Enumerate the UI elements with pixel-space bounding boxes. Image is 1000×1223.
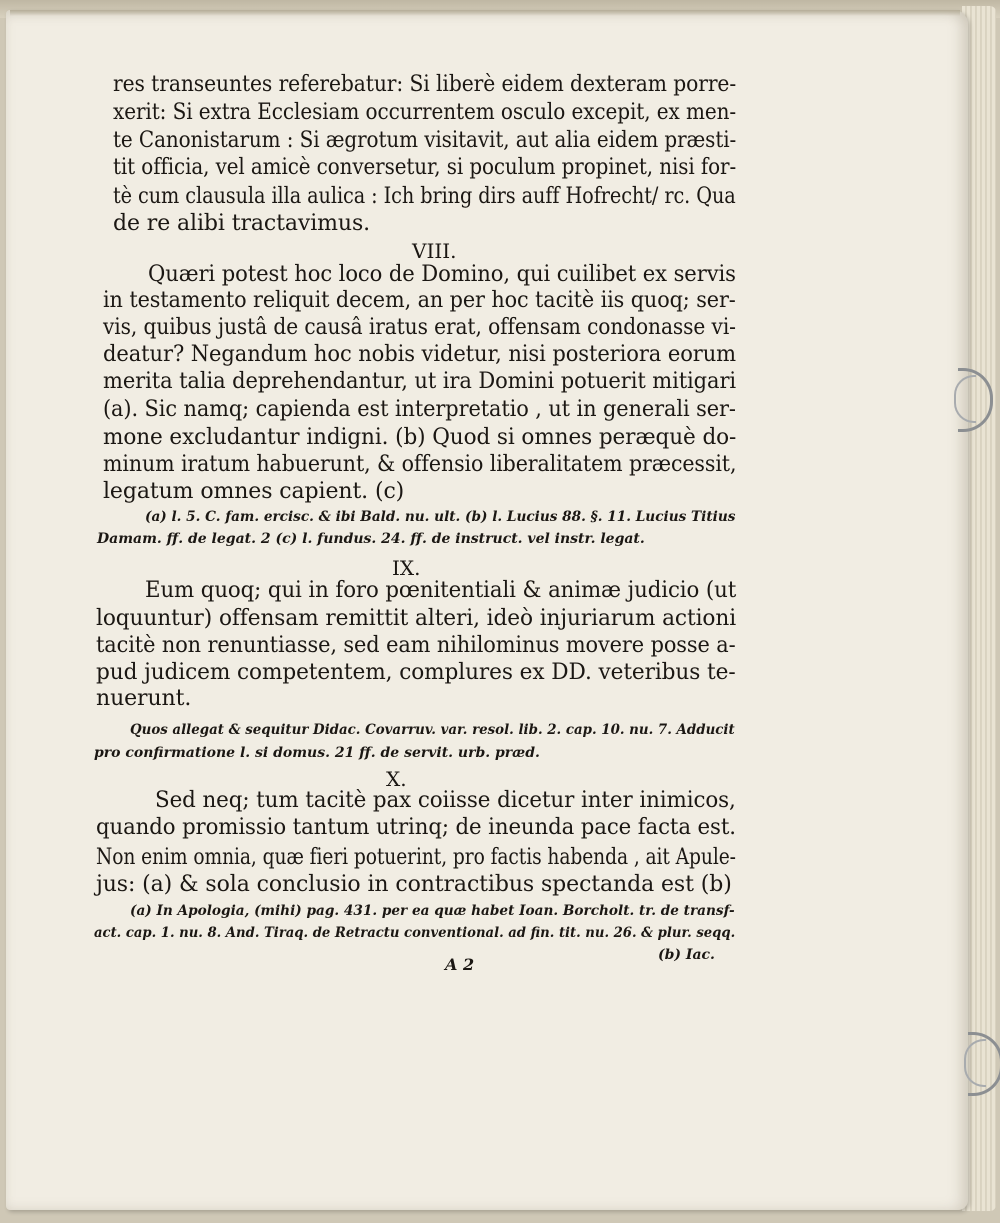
catchword: (b) Iac. [658, 947, 715, 963]
text-line: vis, quibus justâ de causâ iratus erat, offensam condonasse vi- [103, 315, 736, 340]
text-line: quando promissio tantum utrinq; de ineunda pace facta est. [96, 815, 736, 840]
text-line: loquuntur) offensam remittit alteri, ideò injuriarum actioni [96, 606, 737, 631]
signature-mark: A 2 [445, 955, 475, 974]
text-line: Sed neq; tum tacitè pax coiisse dicetur inter inimicos, [155, 788, 736, 813]
text-line: minum iratum habuerunt, & offensio liberalitatem præcessit, [103, 452, 737, 477]
footnote-line: pro confirmatione l. si domus. 21 ff. de servit. urb. præd. [94, 745, 540, 761]
footnote-line: (a) In Apologia, (mihi) pag. 431. per ea quæ habet Ioan. Borcholt. tr. de transf- [130, 903, 735, 919]
footnote-line: act. cap. 1. nu. 8. And. Tiraq. de Retractu conventional. ad fin. tit. nu. 26. & plur. seqq. [94, 925, 736, 941]
text-line: (a). Sic namq; capienda est interpretatio , ut in generali ser- [103, 397, 736, 422]
text-line: merita talia deprehendantur, ut ira Domini potuerit mitigari [103, 369, 737, 394]
text-line: pud judicem competentem, complures ex DD. veteribus te- [96, 660, 736, 685]
section-heading: X. [386, 767, 407, 791]
text-line: Eum quoq; qui in foro pœnitentiali & animæ judicio (ut [145, 578, 737, 603]
text-line: in testamento reliquit decem, an per hoc tacitè iis quoq; ser- [103, 288, 736, 313]
text-line: mone excludantur indigni. (b) Quod si omnes peræquè do- [103, 425, 737, 450]
text-line: legatum omnes capient. (c) [103, 479, 405, 504]
text-line: te Canonistarum : Si ægrotum visitavit, aut alia eidem præsti- [113, 128, 737, 153]
footnote-line: Damam. ff. de legat. 2 (c) l. fundus. 24. ff. de instruct. vel instr. legat. [97, 531, 645, 547]
text-line: Quæri potest hoc loco de Domino, qui cuilibet ex servis [148, 262, 736, 287]
section-heading: VIII. [412, 239, 457, 263]
text-line: Non enim omnia, quæ fieri potuerint, pro factis habenda , ait Apule- [96, 845, 736, 870]
text-line: tacitè non renuntiasse, sed eam nihilominus movere posse a- [96, 633, 736, 658]
text-line: de re alibi tractavimus. [113, 211, 371, 236]
text-line: jus: (a) & sola conclusio in contractibus spectanda est (b) [96, 872, 732, 897]
text-line: tè cum clausula illa aulica : Ich bring dirs auff Hofrecht/ rc. Qua [113, 184, 736, 209]
section-heading: IX. [392, 556, 421, 580]
text-line: xerit: Si extra Ecclesiam occurrentem osculo excepit, ex men- [113, 100, 737, 125]
text-line: res transeuntes referebatur: Si liberè eidem dexteram porre- [113, 72, 737, 97]
text-line: nuerunt. [96, 686, 192, 711]
text-line: deatur? Negandum hoc nobis videtur, nisi posteriora eorum [103, 342, 737, 367]
footnote-line: Quos allegat & sequitur Didac. Covarruv. var. resol. lib. 2. cap. 10. nu. 7. Adducit [130, 722, 735, 738]
page-top-shadow [10, 10, 960, 16]
text-line: tit officia, vel amicè conversetur, si poculum propinet, nisi for- [113, 155, 737, 180]
footnote-line: (a) l. 5. C. fam. ercisc. & ibi Bald. nu. ult. (b) l. Lucius 88. §. 11. Lucius Titius [145, 509, 736, 525]
